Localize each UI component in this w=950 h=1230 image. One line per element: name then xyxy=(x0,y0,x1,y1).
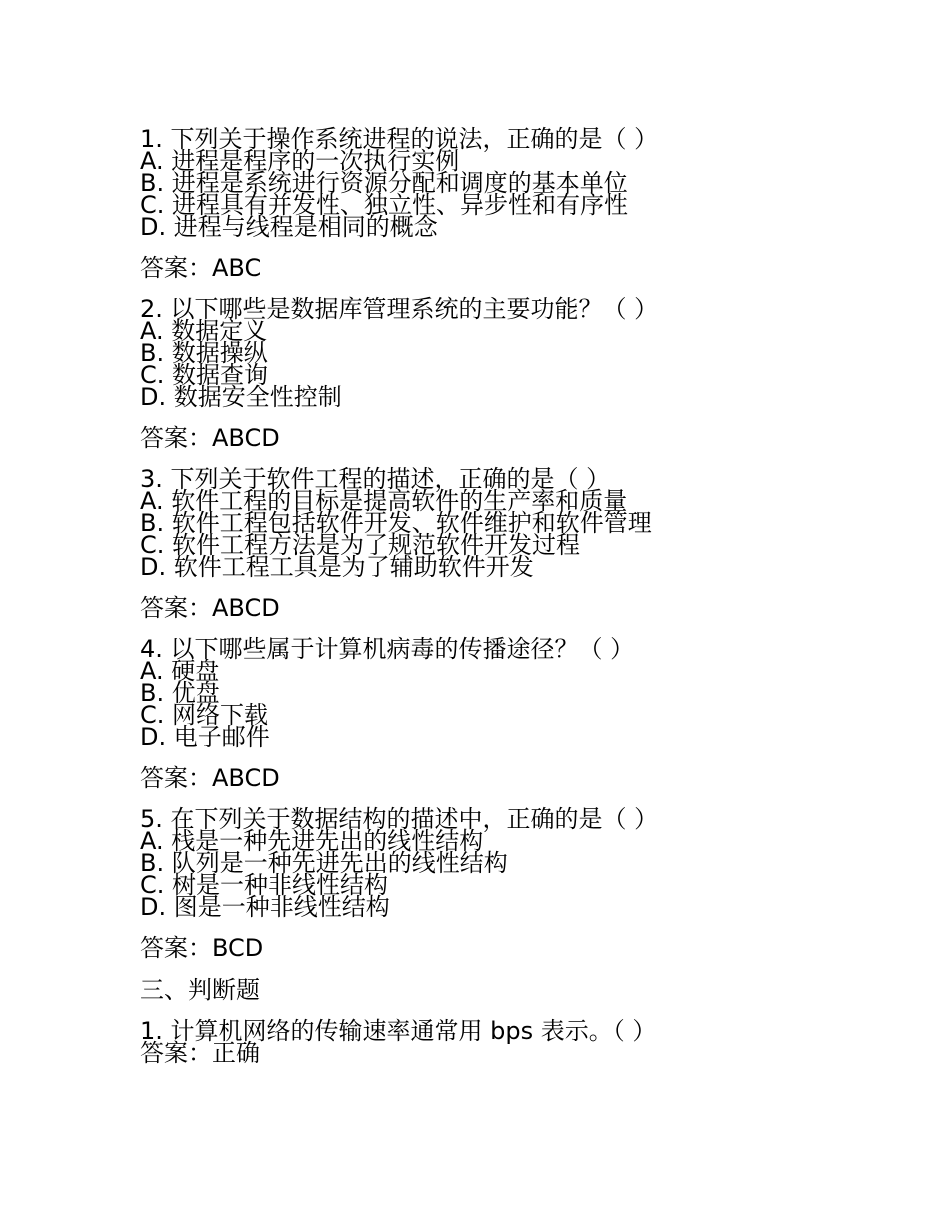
option-d: D. 软件工程工具是为了辅助软件开发 xyxy=(140,553,534,581)
option-a: A. 栈是一种先进先出的线性结构 xyxy=(140,827,484,855)
question-2 xyxy=(140,295,700,452)
option-c: C. 数据查询 xyxy=(140,361,269,389)
option-d: D. 数据安全性控制 xyxy=(140,383,342,411)
option-b: B. 优盘 xyxy=(140,679,220,707)
question-stem: 1. 下列关于操作系统进程的说法，正确的是（ ） xyxy=(140,125,659,153)
document-content xyxy=(140,125,700,1082)
option-a: A. 进程是程序的一次执行实例 xyxy=(140,147,460,175)
question-stem: 1. 计算机网络的传输速率通常用 bps 表示。（ ） xyxy=(140,1017,657,1045)
judgement-question-1 xyxy=(140,1017,700,1067)
option-a: A. 数据定义 xyxy=(140,317,268,345)
section-heading: 三、判断题 xyxy=(140,976,260,1004)
question-stem: 2. 以下哪些是数据库管理系统的主要功能？（ ） xyxy=(140,295,659,323)
option-c: C. 进程具有并发性、独立性、异步性和有序性 xyxy=(140,191,629,219)
option-b: B. 进程是系统进行资源分配和调度的基本单位 xyxy=(140,169,628,197)
option-c: C. 软件工程方法是为了规范软件开发过程 xyxy=(140,531,581,559)
option-a: A. 硬盘 xyxy=(140,657,220,685)
answer: 答案：ABCD xyxy=(140,424,280,452)
answer: 答案：正确 xyxy=(140,1039,260,1067)
option-d: D. 电子邮件 xyxy=(140,723,270,751)
question-stem: 5. 在下列关于数据结构的描述中，正确的是（ ） xyxy=(140,805,659,833)
option-c: C. 网络下载 xyxy=(140,701,269,729)
answer: 答案：ABCD xyxy=(140,764,280,792)
question-5 xyxy=(140,805,700,962)
answer: 答案：BCD xyxy=(140,934,264,962)
question-stem: 4. 以下哪些属于计算机病毒的传播途径？（ ） xyxy=(140,635,635,663)
question-stem: 3. 下列关于软件工程的描述，正确的是（ ） xyxy=(140,465,611,493)
question-4 xyxy=(140,635,700,792)
option-d: D. 进程与线程是相同的概念 xyxy=(140,213,438,241)
option-c: C. 树是一种非线性结构 xyxy=(140,871,389,899)
question-1 xyxy=(140,125,700,282)
question-3 xyxy=(140,465,700,622)
option-a: A. 软件工程的目标是提高软件的生产率和质量 xyxy=(140,487,628,515)
option-d: D. 图是一种非线性结构 xyxy=(140,893,390,921)
answer: 答案：ABC xyxy=(140,254,262,282)
answer: 答案：ABCD xyxy=(140,594,280,622)
option-b: B. 软件工程包括软件开发、软件维护和软件管理 xyxy=(140,509,652,537)
option-b: B. 数据操纵 xyxy=(140,339,268,367)
option-b: B. 队列是一种先进先出的线性结构 xyxy=(140,849,508,877)
